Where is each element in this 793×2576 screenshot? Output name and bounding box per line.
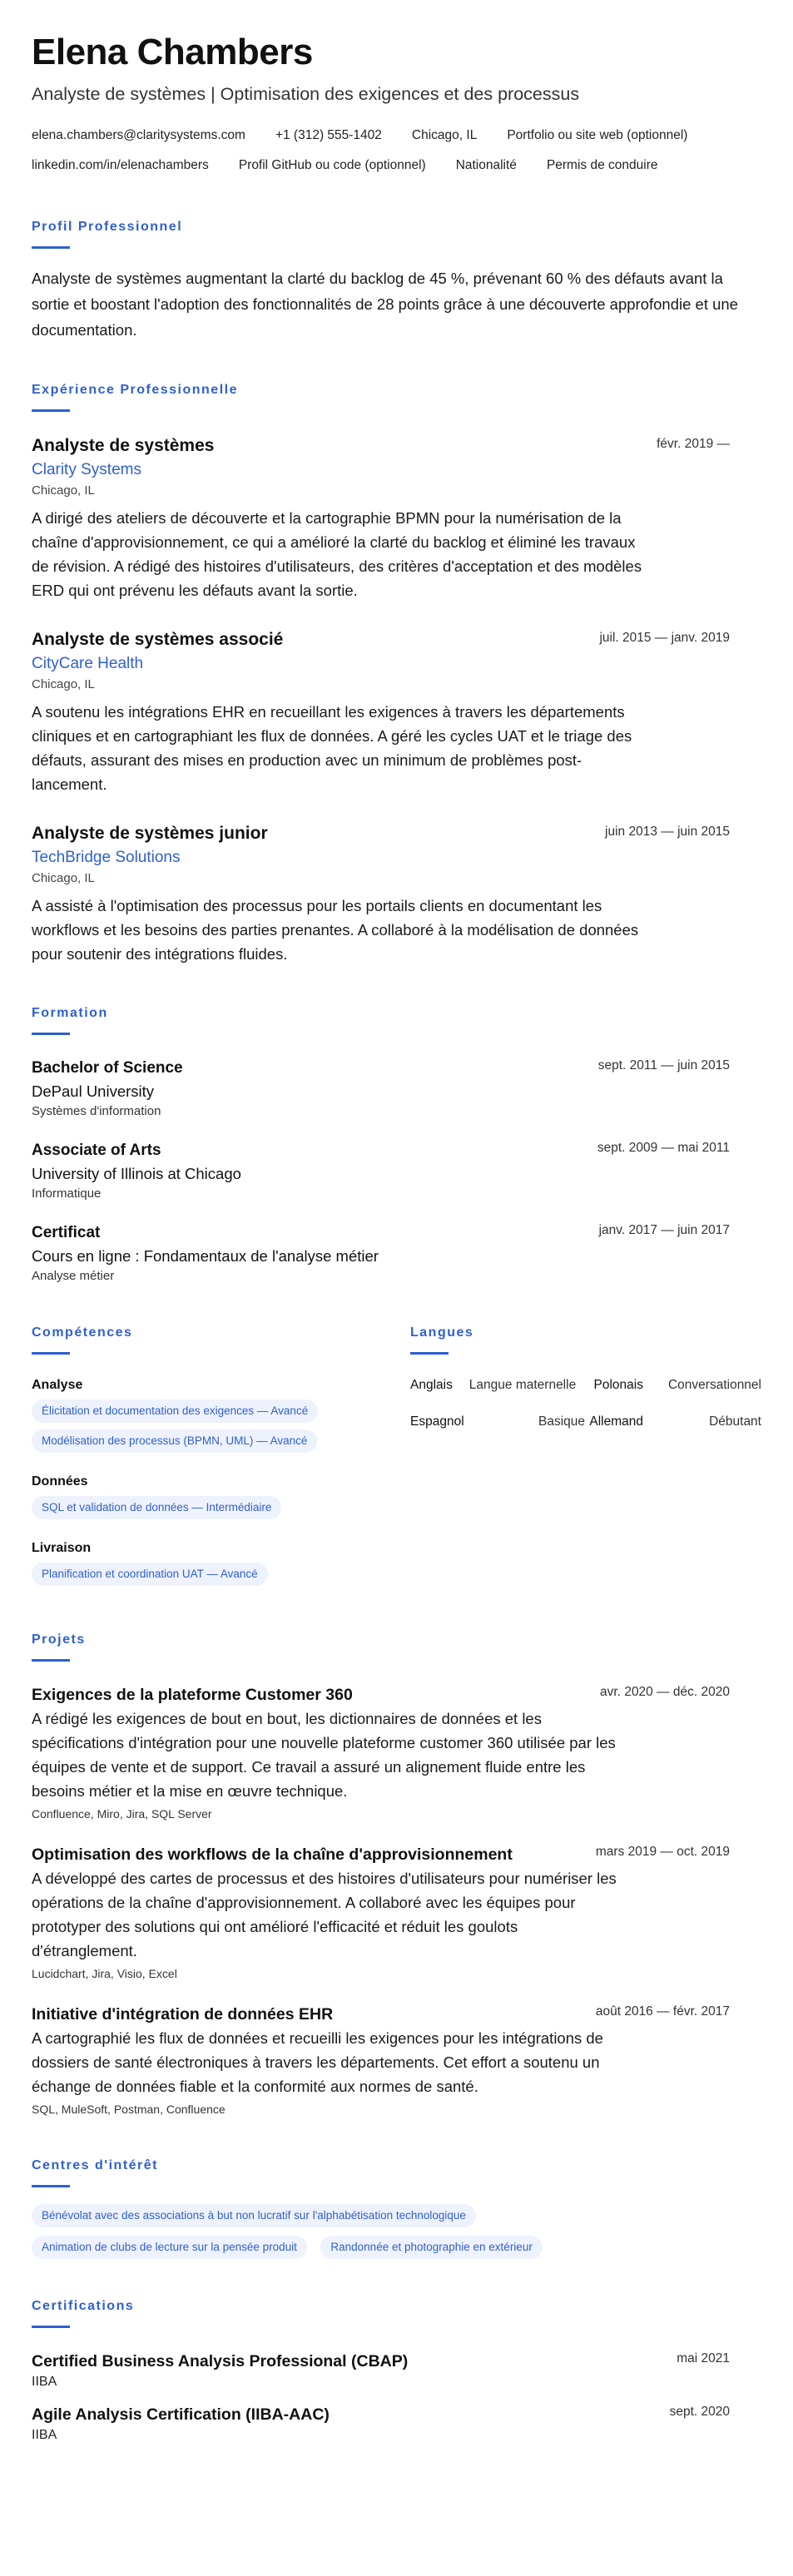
project-date: avr. 2020 — déc. 2020 bbox=[600, 1685, 730, 1699]
language-name: Polonais bbox=[593, 1378, 643, 1392]
school: Cours en ligne : Fondamentaux de l'analyse métier bbox=[32, 1247, 379, 1265]
section-rule bbox=[32, 246, 70, 249]
certification-name: Agile Analysis Certification (IIBA-AAC) bbox=[32, 2405, 330, 2424]
education-item bbox=[32, 1057, 761, 1121]
certification-item bbox=[32, 2403, 761, 2445]
school: University of Illinois at Chicago bbox=[32, 1165, 241, 1182]
project-description: A rédigé les exigences de bout en bout, les dictionnaires de données et les spécifications d'intégration pour une nouvelle plateforme customer 360 utilisée par les équipes de vente et de support. Ce travail a assuré un alignement fluide entre les besoins métier et la mise en œuvre technique. bbox=[32, 1710, 616, 1800]
degree: Bachelor of Science bbox=[32, 1059, 183, 1077]
skill-pill: SQL et validation de données — Intermédiaire bbox=[32, 1496, 281, 1519]
experience-item bbox=[32, 821, 761, 966]
section-rule bbox=[32, 2326, 70, 2328]
job-description: A dirigé des ateliers de découverte et la cartographie BPMN pour la numérisation de la chaîne d'approvisionnement, ce qui a amélioré la clarté du backlog et éliminé les travaux de révision. A rédigé des histoires d'utilisateurs, des critères d'acceptation et des modèles ERD qui ont prévenu les défauts avant la sortie. bbox=[32, 509, 642, 599]
language-list bbox=[410, 1376, 761, 1431]
skill-group-title: Livraison bbox=[32, 1541, 92, 1555]
job-date: févr. 2019 — bbox=[657, 437, 730, 451]
section-title: Langues bbox=[410, 1325, 474, 1340]
company-name: Clarity Systems bbox=[32, 461, 141, 478]
section-projects bbox=[32, 1631, 761, 2118]
contact-row-1 bbox=[32, 126, 761, 156]
language-level: Basique bbox=[538, 1414, 585, 1429]
job-location: Chicago, IL bbox=[32, 871, 95, 885]
section-title: Projets bbox=[32, 1632, 86, 1647]
certification-org: IIBA bbox=[32, 2428, 57, 2442]
job-date: juil. 2015 — janv. 2019 bbox=[599, 631, 730, 645]
job-description: A soutenu les intégrations EHR en recueillant les exigences à travers les départements cliniques et en cartographiant les flux de données. A géré les cycles UAT et le triage des défauts, assurant des mises en production avec un minimum de problèmes post-lancement. bbox=[32, 703, 632, 793]
skill-pill: Modélisation des processus (BPMN, UML) — Avancé bbox=[32, 1429, 317, 1453]
project-date: août 2016 — févr. 2017 bbox=[595, 2004, 730, 2019]
contact-github[interactable]: Profil GitHub ou code (optionnel) bbox=[238, 158, 426, 172]
section-title: Certifications bbox=[32, 2299, 135, 2313]
section-interests bbox=[32, 2157, 761, 2267]
job-description: A assisté à l'optimisation des processus pour les portails clients en documentant les workflows et les besoins des parties prenantes. A collaboré à la modélisation de données pour soutenir des intégrations fluides. bbox=[32, 897, 639, 963]
certification-org: IIBA bbox=[32, 2375, 57, 2389]
skill-group bbox=[32, 1539, 410, 1593]
job-title: Analyste de systèmes associé bbox=[32, 630, 284, 649]
job-title: Analyste de systèmes bbox=[32, 436, 215, 455]
interest-list bbox=[32, 2204, 761, 2267]
language-level: Langue maternelle bbox=[468, 1378, 577, 1392]
section-rule bbox=[410, 1352, 449, 1355]
contact-location: Chicago, IL bbox=[411, 128, 478, 142]
profile-summary: Analyste de systèmes augmentant la clarté du backlog de 45 %, prévenant 60 % des défauts avant la sortie et boostant l'adoption des fonctionnalités de 28 points grâce à une découverte approfondie et une documentation. bbox=[32, 270, 738, 339]
project-item bbox=[32, 1843, 761, 1983]
section-title: Expérience Professionnelle bbox=[32, 383, 238, 397]
field-of-study: Informatique bbox=[32, 1186, 102, 1201]
section-profile bbox=[32, 218, 761, 343]
skill-group bbox=[32, 1376, 410, 1459]
section-education bbox=[32, 1004, 761, 1286]
skill-pill: Planification et coordination UAT — Avancé bbox=[32, 1563, 268, 1586]
contact-nationality: Nationalité bbox=[455, 158, 517, 172]
field-of-study: Systèmes d'information bbox=[32, 1104, 161, 1118]
project-description: A cartographié les flux de données et recueilli les exigences pour les intégrations de dossiers de santé électroniques à travers les départements. Cet effort a soutenu un échange de données fiable et la conformité aux normes de santé. bbox=[32, 2029, 603, 2095]
education-item bbox=[32, 1221, 761, 1286]
certification-name: Certified Business Analysis Professional (CBAP) bbox=[32, 2352, 409, 2370]
language-level: Débutant bbox=[709, 1414, 761, 1429]
project-description: A développé des cartes de processus et des histoires d'utilisateurs pour numériser les opérations de la chaîne d'approvisionnement. A collaboré avec les équipes pour prototyper des solutions qui ont amélioré l'efficacité et réduit les goulots d'étranglement. bbox=[32, 1870, 617, 1959]
section-title: Centres d'intérêt bbox=[32, 2158, 158, 2172]
certification-date: sept. 2020 bbox=[669, 2405, 730, 2419]
contact-license: Permis de conduire bbox=[546, 158, 658, 172]
interest-pill: Randonnée et photographie en extérieur bbox=[320, 2236, 542, 2259]
experience-item bbox=[32, 627, 761, 796]
section-rule bbox=[32, 1659, 70, 1662]
language-level: Conversationnel bbox=[667, 1378, 761, 1392]
section-title: Profil Professionnel bbox=[32, 220, 183, 234]
headline: Analyste de systèmes | Optimisation des exigences et des processus bbox=[32, 84, 580, 104]
certification-item bbox=[32, 2350, 761, 2391]
job-title: Analyste de systèmes junior bbox=[32, 824, 268, 843]
project-title: Optimisation des workflows de la chaîne d'approvisionnement bbox=[32, 1845, 513, 1864]
education-date: sept. 2011 — juin 2015 bbox=[597, 1058, 730, 1073]
interest-pill: Bénévolat avec des associations à but non lucratif sur l'alphabétisation technologique bbox=[32, 2204, 476, 2227]
degree: Certificat bbox=[32, 1224, 101, 1241]
interest-pill: Animation de clubs de lecture sur la pensée produit bbox=[32, 2236, 307, 2259]
section-rule bbox=[32, 2185, 70, 2187]
section-languages bbox=[410, 1324, 761, 1593]
project-title: Initiative d'intégration de données EHR bbox=[32, 2005, 334, 2024]
project-tech: Lucidchart, Jira, Visio, Excel bbox=[32, 1967, 177, 1980]
section-skills bbox=[32, 1324, 410, 1593]
project-tech: Confluence, Miro, Jira, SQL Server bbox=[32, 1807, 212, 1821]
experience-item bbox=[32, 433, 761, 602]
contact-row-2 bbox=[32, 156, 761, 186]
company-name: TechBridge Solutions bbox=[32, 849, 181, 866]
section-title: Formation bbox=[32, 1006, 108, 1020]
project-item bbox=[32, 2003, 761, 2118]
section-experience bbox=[32, 381, 761, 966]
field-of-study: Analyse métier bbox=[32, 1269, 115, 1283]
language-name: Allemand bbox=[589, 1414, 643, 1429]
section-certifications bbox=[32, 2297, 761, 2445]
contact-linkedin[interactable]: linkedin.com/in/elenachambers bbox=[32, 158, 209, 172]
section-rule bbox=[32, 1033, 70, 1035]
job-location: Chicago, IL bbox=[32, 677, 95, 691]
project-date: mars 2019 — oct. 2019 bbox=[595, 1845, 730, 1859]
skill-group-title: Données bbox=[32, 1474, 88, 1489]
contact-phone[interactable]: +1 (312) 555-1402 bbox=[275, 128, 382, 142]
skill-group-title: Analyse bbox=[32, 1378, 83, 1392]
contact-email[interactable]: elena.chambers@claritysystems.com bbox=[32, 128, 245, 142]
school: DePaul University bbox=[32, 1082, 155, 1100]
section-rule bbox=[32, 1352, 70, 1355]
section-title: Compétences bbox=[32, 1325, 133, 1340]
project-item bbox=[32, 1683, 761, 1823]
education-item bbox=[32, 1139, 761, 1203]
degree: Associate of Arts bbox=[32, 1142, 161, 1159]
job-date: juin 2013 — juin 2015 bbox=[605, 825, 730, 839]
header bbox=[32, 32, 761, 186]
language-name: Anglais bbox=[410, 1378, 453, 1392]
job-location: Chicago, IL bbox=[32, 483, 95, 498]
education-date: janv. 2017 — juin 2017 bbox=[598, 1223, 730, 1237]
project-tech: SQL, MuleSoft, Postman, Confluence bbox=[32, 2103, 226, 2116]
full-name: Elena Chambers bbox=[32, 32, 313, 72]
skill-group bbox=[32, 1473, 410, 1526]
section-rule bbox=[32, 409, 70, 412]
company-name: CityCare Health bbox=[32, 655, 144, 672]
language-name: Espagnol bbox=[410, 1414, 464, 1429]
skill-pill: Élicitation et documentation des exigences — Avancé bbox=[32, 1399, 318, 1423]
contact-portfolio[interactable]: Portfolio ou site web (optionnel) bbox=[507, 128, 688, 142]
education-date: sept. 2009 — mai 2011 bbox=[597, 1141, 730, 1155]
project-title: Exigences de la plateforme Customer 360 bbox=[32, 1686, 353, 1704]
certification-date: mai 2021 bbox=[677, 2351, 730, 2365]
skills-languages-row bbox=[32, 1324, 761, 1593]
